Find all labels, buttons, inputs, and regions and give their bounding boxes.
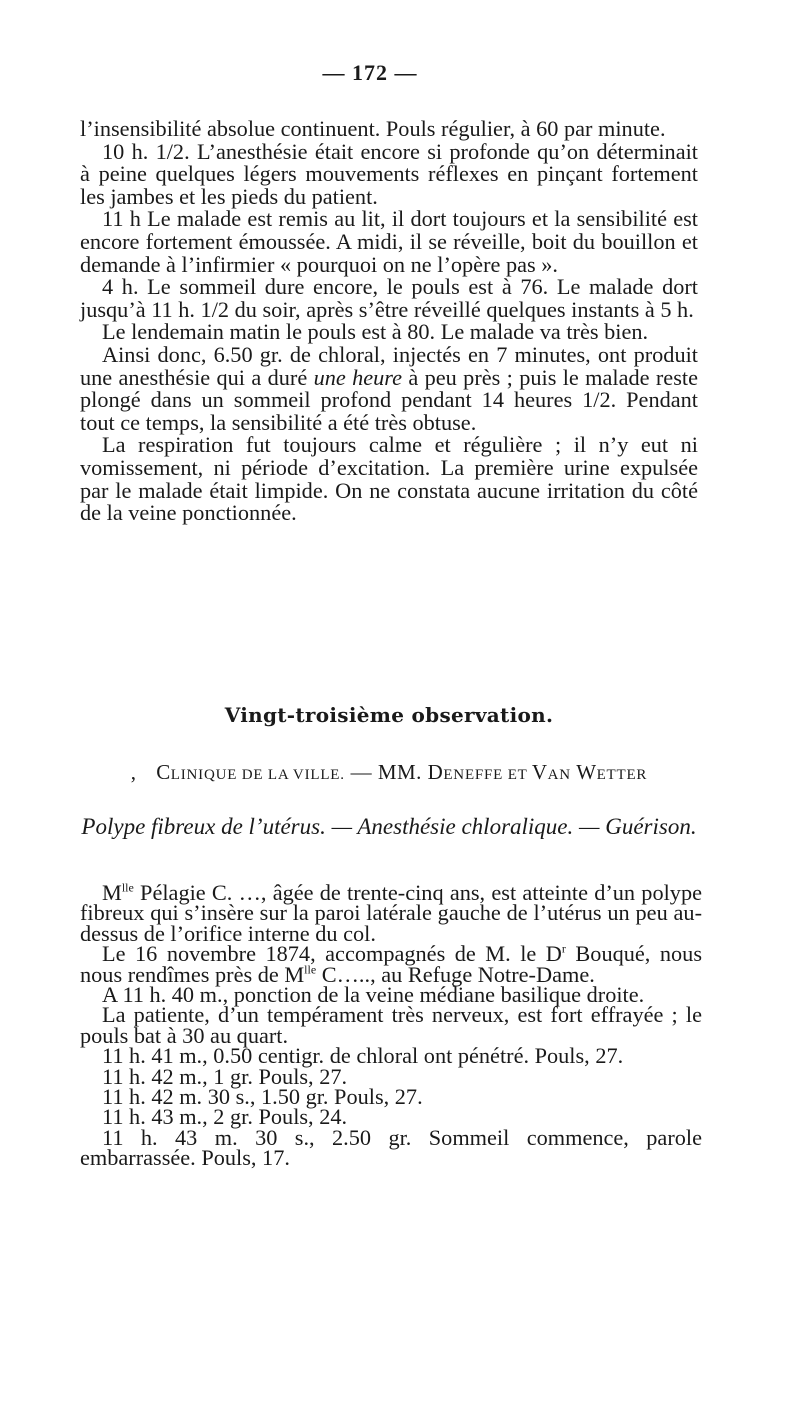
section-heading: Vingt-troisième observation. (224, 703, 554, 727)
paragraph: 11 h. 43 m. 30 s., 2.50 gr. Sommeil commence, parole embarrassée. Pouls, 17. (80, 1124, 702, 1171)
emphasis-text: une heure (313, 364, 403, 390)
paragraph (80, 341, 698, 435)
paragraph (80, 941, 702, 987)
clinic-dash: — (344, 760, 378, 784)
clinic-initial: C (156, 760, 171, 784)
paragraph: A 11 h. 40 m., ponction de la veine médiane basilique droite. (102, 982, 645, 1008)
doctor-name: AN (547, 767, 571, 783)
paragraph (80, 880, 702, 946)
doctor-name: ENEFFE (443, 767, 504, 783)
superscript: lle (121, 880, 134, 895)
doctor-initial: V (531, 760, 548, 784)
paragraph: 11 h. 43 m., 2 gr. Pouls, 24. (102, 1104, 348, 1130)
paragraph: La patiente, d’un tempérament très nerveux, est fort effrayée ; le pouls bat à 30 au quart. (80, 1002, 702, 1048)
paragraph: 4 h. Le sommeil dure encore, le pouls est à 76. Le malade dort jusqu’à 11 h. 1/2 du soir, après s’être réveillé quelques instants à 5 h. (80, 274, 698, 322)
paragraph-text: Bouqué, nous nous rendîmes près de M (80, 941, 702, 987)
paragraph-text: Pélagie C. …, âgée de trente-cinq ans, est atteinte d’un polype fibreux qui s’insère sur la paroi latérale gauche de l’utérus un peu au-dessus de l’orifice interne du col. (80, 880, 702, 946)
doctor-initial: W (570, 760, 597, 784)
paragraph: 11 h. 41 m., 0.50 centigr. de chloral ont pénétré. Pouls, 27. (102, 1043, 624, 1069)
paragraph: La respiration fut toujours calme et régulière ; il n’y eut ni vomissement, ni période d’excitation. La première urine expulsée par le malade était limpide. On ne constata aucune irritation du côté de la veine ponctionnée. (80, 432, 698, 526)
doctor-initial: D (427, 760, 444, 784)
paragraph: l’insensibilité absolue continuent. Pouls régulier, à 60 par minute. (80, 116, 666, 141)
paragraph-text: C….., au Refuge Notre-Dame. (316, 961, 595, 987)
paragraph: 11 h Le malade est remis au lit, il dort toujours et la sensibilité est encore fortement émoussée. A midi, il se réveille, boit du bouillon et demande à l’infirmier « pourquoi on ne l’opère pas ». (80, 206, 698, 277)
doctor-conjunction: ET (503, 767, 532, 783)
paragraph-text: Le 16 novembre 1874, accompagnés de M. le D (102, 941, 562, 967)
paragraph: Le lendemain matin le pouls est à 80. Le malade va très bien. (102, 319, 649, 345)
paragraph: 10 h. 1/2. L’anesthésie était encore si profonde qu’on déterminait à peine quelques légers mouvements réflexes en pinçant fortement les jambes et les pieds du patient. (80, 138, 698, 209)
stray-mark: , (130, 760, 137, 784)
superscript: r (561, 941, 566, 956)
observation-text-block (80, 880, 702, 1171)
doctors-prefix: MM. (377, 760, 428, 784)
observation-subtitle: Polype fibreux de l’utérus. — Anesthésie chloralique. — Guérison. (81, 814, 697, 839)
clinic-name: LINIQUE DE LA VILLE. (170, 767, 345, 783)
top-text-block (80, 118, 698, 525)
clinic-line (80, 760, 698, 785)
paragraph: 11 h. 42 m., 1 gr. Pouls, 27. (102, 1063, 348, 1089)
paragraph: 11 h. 42 m. 30 s., 1.50 gr. Pouls, 27. (102, 1084, 423, 1110)
paragraph-text: Ainsi donc, 6.50 gr. de chloral, injectés en 7 minutes, ont produit une anesthésie qui a duré (80, 341, 698, 390)
page-number: — 172 — (322, 60, 418, 85)
doctor-name: ETTER (596, 767, 648, 783)
superscript: lle (304, 962, 317, 977)
paragraph-text: à peu près ; puis le malade reste plongé dans un sommeil profond pendant 14 heures 1/2. Pendant tout ce temps, la sensibilité a été très obtuse. (80, 364, 698, 435)
paragraph-text: M (102, 880, 122, 905)
